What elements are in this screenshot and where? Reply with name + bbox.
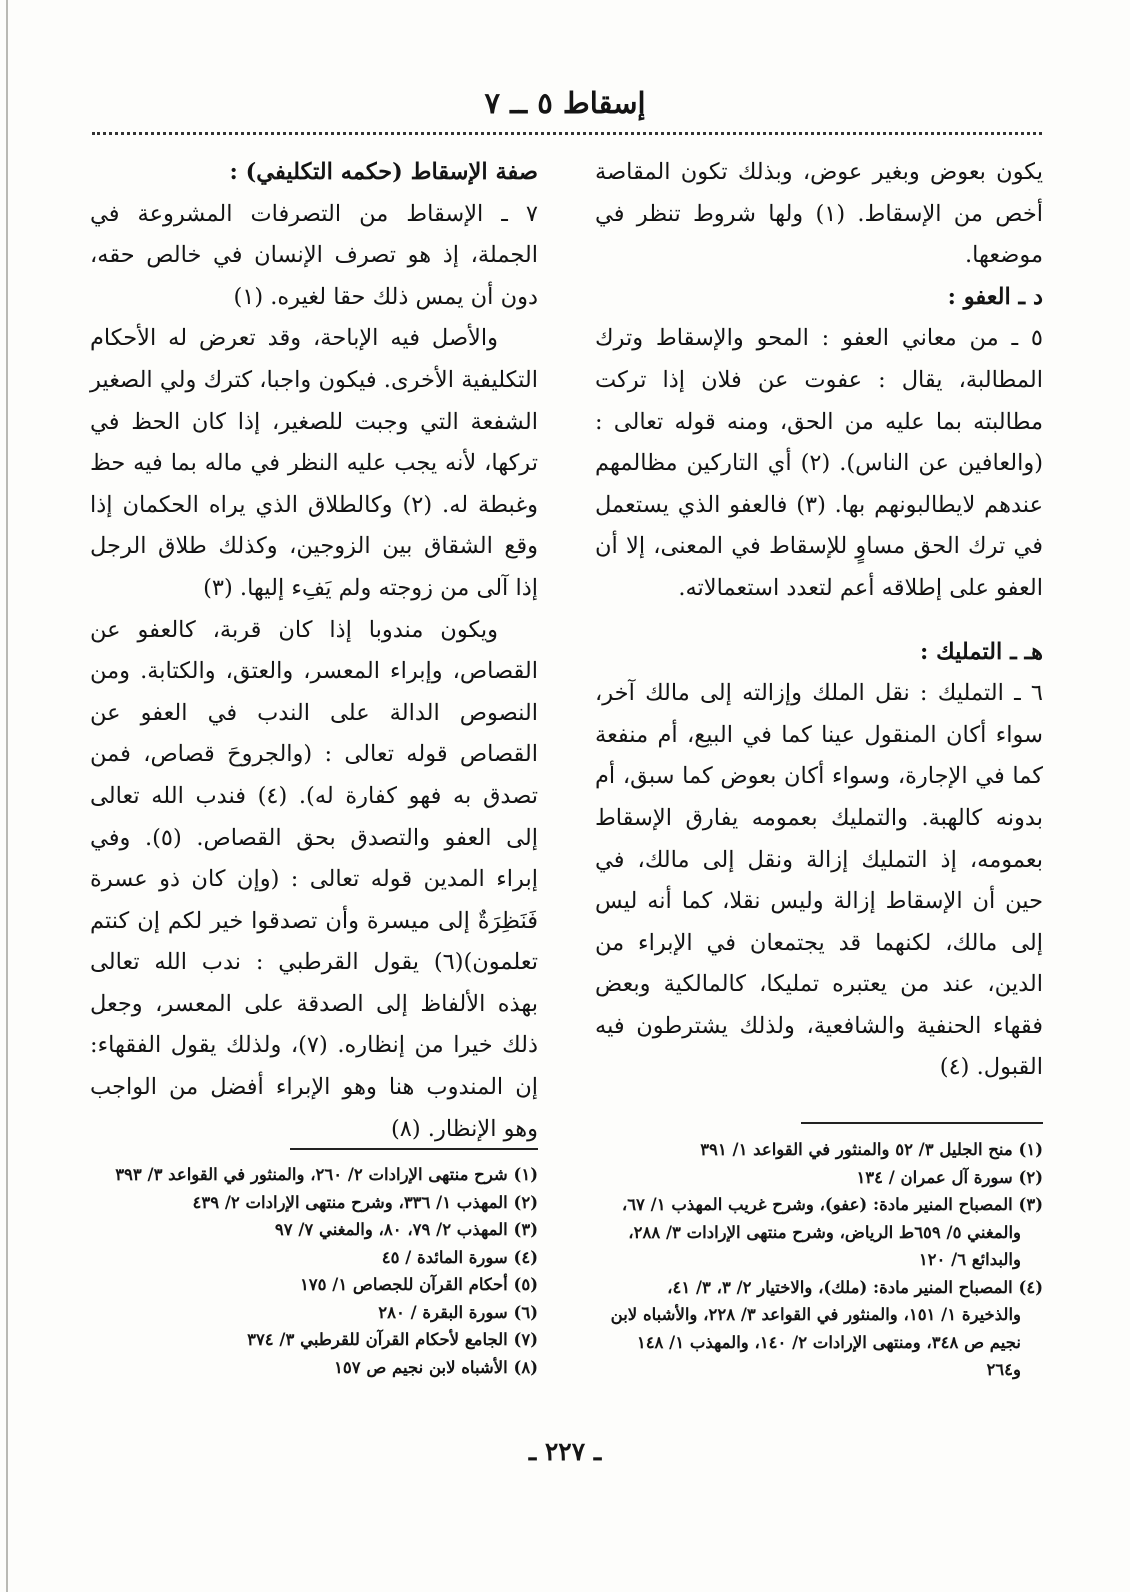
footnotes-right: [595, 1136, 1043, 1384]
page-number: ـ ٢٢٧ ـ: [528, 1437, 602, 1466]
footnote-continuation: نجيم ص ٣٤٨، ومنتهى الإرادات ٢/ ١٤٠، والمهذب ١/ ١٤٨: [636, 1332, 1021, 1352]
paragraph-7: ٧ ـ الإسقاط من التصرفات المشروعة في الجملة، إذ هو تصرف الإنسان في خالص حقه، دون أن يمس ذلك حقا لغيره. (١): [90, 200, 538, 310]
header-dotted-rule: [92, 132, 1042, 135]
paragraph-continuation: يكون بعوض وبغير عوض، وبذلك تكون المقاصة أخص من الإسقاط. (١) ولها شروط تنظر في موضعها.: [595, 159, 1043, 269]
footnote-continuation: والمغني ٥/ ٦٥٩ط الرياض، وشرح منتهى الإرادات ٣/ ٢٨٨،: [628, 1222, 1021, 1242]
footnote-continuation: والبدائع ٦/ ١٢٠: [918, 1250, 1021, 1269]
footnote: (١) منح الجليل ٣/ ٥٢ والمنثور في القواعد ١/ ٣٩١: [700, 1140, 1043, 1159]
footnote: (٢) سورة آل عمران / ١٣٤: [856, 1167, 1043, 1187]
section-heading-ruling: صفة الإسقاط (حكمه التكليفي) :: [229, 159, 538, 185]
footnote: (٢) المهذب ١/ ٣٣٦، وشرح منتهى الإرادات ٢/ ٤٣٩: [192, 1192, 538, 1212]
footnote-divider-right: [801, 1122, 1043, 1124]
left-column: [90, 152, 538, 1150]
paragraph-recommended: ويكون مندوبا إذا كان قربة، كالعفو عن القصاص، وإبراء المعسر، والعتق، والكتابة. ومن النصوص الدالة على الندب في العفو عن القصاص قوله تعالى : (والجروحَ قصاص، فمن تصدق به فهو كفارة له). (٤) فندب الله تعالى إلى العفو والتصدق بحق القصاص. (٥). وفي إبراء المدين قوله تعالى : (وإن كان ذو عسرة فَنَظِرَةٌ إلى ميسرة وأن تصدقوا خير لكم إن كنتم تعلمون)(٦) يقول القرطبي : ندب الله تعالى بهذه الألفاظ إلى الصدقة على المعسر، وجعل ذلك خيرا من إنظاره. (٧)، ولذلك يقول الفقهاء: إن المندوب هنا وهو الإبراء أفضل من الواجب وهو الإنظار. (٨): [90, 616, 539, 1142]
section-heading-afw: د ـ العفو :: [947, 283, 1043, 310]
footnote: (٣) المهذب ٢/ ٧٩، ٨٠، والمغني ٧/ ٩٧: [274, 1220, 538, 1239]
footnote-divider-left: [290, 1148, 538, 1150]
footnote: (١) شرح منتهى الإرادات ٢/ ٢٦٠، والمنثور في القواعد ٣/ ٣٩٣: [115, 1165, 538, 1184]
footnote-continuation: والذخيرة ١/ ١٥١، والمنثور في القواعد ٣/ ٢٢٨، والأشباه لابن: [610, 1305, 1021, 1324]
footnote: (٨) الأشباه لابن نجيم ص ١٥٧: [334, 1357, 538, 1377]
paragraph-5: ٥ ـ من معاني العفو : المحو والإسقاط وترك المطالبة، يقال : عفوت عن فلان إذا تركت مطالبته بما عليه من الحق، ومنه قوله تعالى : (والعافين عن الناس). (٢) أي التاركين مظالمهم عندهم لايطالبونهم بها. (٣) فالعفو الذي يستعمل في ترك الحق مساوٍ للإسقاط في المعنى، إلا أن العفو على إطلاقه أعم لتعدد استعمالاته.: [595, 325, 1043, 601]
paragraph-6: ٦ ـ التمليك : نقل الملك وإزالته إلى مالك آخر، سواء أكان المنقول عينا كما في البيع، أم منفعة كما في الإجارة، وسواء أكان بعوض كما سبق، أم بدونه كالهبة. والتمليك بعمومه يفارق الإسقاط بعمومه، إذ التمليك إزالة ونقل إلى مالك، في حين أن الإسقاط إزالة وليس نقلا، كما أنه ليس إلى مالك، لكنهما قد يجتمعان في الإبراء من الدين، عند من يعتبره تمليكا، كالمالكية وبعض فقهاء الحنفية والشافعية، ولذلك يشترطون فيه القبول. (٤): [595, 680, 1043, 1081]
footnote: (٤) المصباح المنير مادة: (ملك)، والاختيار ٢/ ٣، ٣/ ٤١،: [667, 1277, 1043, 1297]
footnote: (٤) سورة المائدة / ٤٥: [381, 1247, 538, 1267]
right-column: [595, 152, 1043, 1089]
footnote: (٥) أحكام القرآن للجصاص ١/ ١٧٥: [299, 1275, 538, 1294]
footnote-continuation: و٢٦٤: [986, 1360, 1021, 1379]
footnote: (٣) المصباح المنير مادة: (عفو)، وشرح غريب المهذب ١/ ٦٧،: [621, 1195, 1043, 1214]
footnotes-left: [90, 1161, 538, 1381]
page-edge: [6, 0, 8, 1592]
section-heading-tamlik: هـ ـ التمليك :: [920, 638, 1043, 665]
footnote: (٧) الجامع لأحكام القرآن للقرطبي ٣/ ٣٧٤: [247, 1330, 538, 1349]
paragraph-permissibility: والأصل فيه الإباحة، وقد تعرض له الأحكام التكليفية الأخرى. فيكون واجبا، كترك ولي الصغير الشفعة التي وجبت للصغير، إذا كان الحظ في تركها، لأنه يجب عليه النظر في ماله بما فيه حظ وغبطة له. (٢) وكالطلاق الذي يراه الحكمان إذا وقع الشقاق بين الزوجين، وكذلك طلاق الرجل إذا آلى من زوجته ولم يَفِء إليها. (٣): [90, 325, 538, 601]
footnote: (٦) سورة البقرة / ٢٨٠: [378, 1302, 538, 1322]
running-header: إسقاط ٥ ــ ٧: [484, 86, 646, 120]
